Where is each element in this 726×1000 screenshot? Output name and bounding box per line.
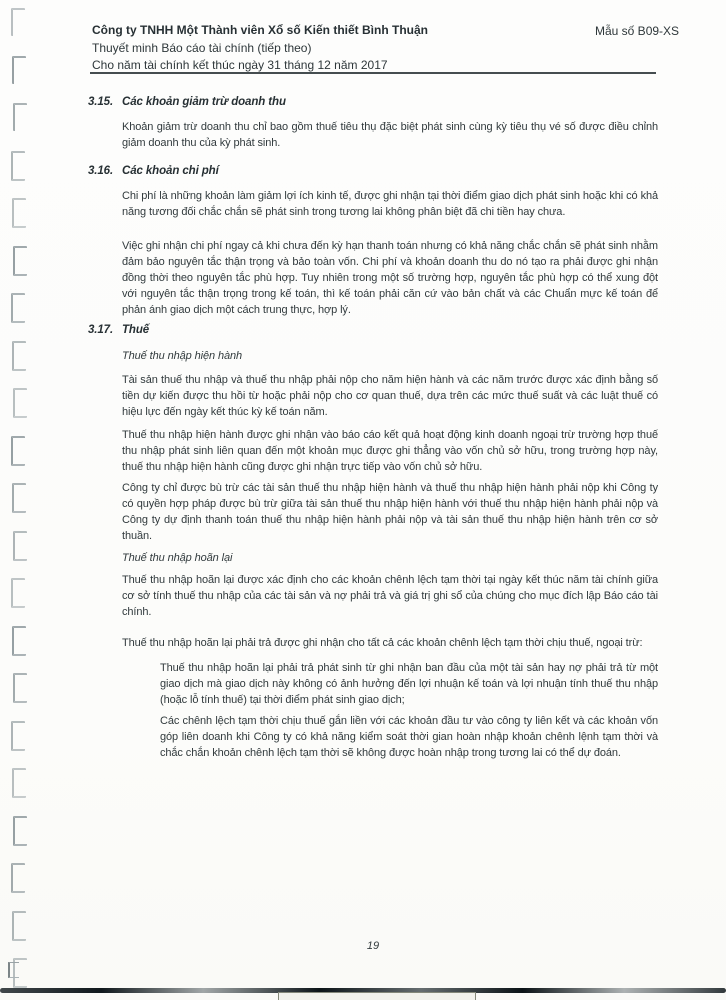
indented-paragraph: Các chênh lệch tạm thời chịu thuế gắn liền với các khoản đầu tư vào công ty liên kết và các khoản vốn góp liên doanh khi Công ty có khả năng kiểm soát thời gian hoàn nhập khoản chênh lệnh tạm thời và chắc chắn khoản chênh lệch tạm thời sẽ không được hoàn nhập trong tương lai có thể dự đoán.	[160, 715, 658, 759]
form-number: Mẫu số B09-XS	[595, 24, 680, 38]
section-title: Các khoản giảm trừ doanh thu	[122, 96, 286, 108]
binding-clip-mark	[13, 103, 27, 131]
subsection-heading: Thuế thu nhập hoãn lại	[122, 552, 233, 564]
binding-clip-mark	[13, 816, 27, 846]
binding-clip-mark	[11, 863, 25, 893]
binding-clip-mark	[11, 151, 25, 181]
document-header	[92, 22, 592, 75]
section-number: 3.15.	[88, 96, 114, 108]
binding-clip-mark	[11, 8, 25, 36]
section-heading-3-16	[88, 163, 658, 179]
binding-clip-mark	[12, 341, 26, 371]
indented-paragraph: Thuế thu nhập hoãn lại phải trả phát sinh từ ghi nhận ban đầu của một tài sản hay nợ phải trả từ một giao dịch mà giao dịch này không có ảnh hưởng đến lợi nhuận kế toán và lợi nhuận tính thuế thu nhập (hoặc lỗ tính thuế) tại thời điểm phát sinh giao dịch;	[160, 662, 658, 706]
binding-clip-mark	[12, 56, 26, 84]
next-page-edge	[278, 992, 476, 1000]
paragraph: Công ty chỉ được bù trừ các tài sản thuế thu nhập hiện hành và thuế thu nhập hiện hành phải nộp khi Công ty có quyền hợp pháp được bù trừ giữa tài sản thuế thu nhập hiện hành với thuế thu nhập hiện hành phải nộp và Công ty dự định thanh toán thuế thu nhập hiện hành phải nộp và tài sản thuế thu nhập hiện hành trên cơ sở thuần.	[122, 482, 658, 542]
section-heading-3-15	[88, 94, 658, 110]
binding-clip-mark	[11, 721, 25, 751]
company-name: Công ty TNHH Một Thành viên Xổ số Kiến thiết Bình Thuận	[92, 23, 428, 37]
page-number: 19	[366, 940, 380, 952]
header-rule	[90, 72, 656, 74]
binding-clip-mark	[13, 531, 27, 561]
binding-clip-mark	[11, 578, 25, 608]
binding-clip-mark	[12, 911, 26, 941]
binding-clip-mark	[12, 768, 26, 798]
paragraph: Thuế thu nhập hoãn lại phải trả được ghi nhận cho tất cả các khoản chênh lệch tạm thời chịu thuế, ngoại trừ:	[122, 637, 643, 649]
section-title: Thuế	[122, 324, 150, 336]
binding-clip-mark	[12, 198, 26, 228]
paragraph: Tài sản thuế thu nhập và thuế thu nhập phải nộp cho năm hiện hành và các năm trước được xác định bằng số tiền dự kiến được thu hồi từ hoặc phải nộp cho cơ quan thuế, dựa trên các mức thuế suất và các luật thuế có hiệu lực đến ngày kết thúc kỳ kế toán năm.	[122, 374, 658, 418]
paragraph: Chi phí là những khoản làm giảm lợi ích kinh tế, được ghi nhận tại thời điểm giao dịch phát sinh hoặc khi có khả năng tương đối chắc chắn sẽ phát sinh trong tương lai không phân biệt đã chi tiền hay chưa.	[122, 190, 658, 218]
paragraph: Thuế thu nhập hoãn lại được xác định cho các khoản chênh lệch tạm thời tại ngày kết thúc năm tài chính giữa cơ sở tính thuế thu nhập của các tài sản và nợ phải trả và giá trị ghi sổ của chúng cho mục đích lập Báo cáo tài chính.	[122, 574, 658, 618]
subsection-heading: Thuế thu nhập hiện hành	[122, 350, 243, 362]
document-body	[88, 94, 658, 761]
binding-clip-mark	[13, 246, 27, 276]
scan-artifact-mark	[8, 962, 19, 978]
section-number: 3.16.	[88, 165, 114, 177]
binding-clip-mark	[13, 388, 27, 418]
binding-clip-mark	[11, 293, 25, 323]
section-number: 3.17.	[88, 324, 114, 336]
report-subtitle: Thuyết minh Báo cáo tài chính (tiếp theo)	[92, 40, 312, 55]
paragraph: Việc ghi nhận chi phí ngay cả khi chưa đến kỳ hạn thanh toán nhưng có khả năng chắc chắn sẽ phát sinh nhằm đảm bảo nguyên tắc thận trọng và bảo toàn vốn. Chi phí và khoản doanh thu do nó tạo ra phải được ghi nhận đồng thời theo nguyên tắc phù hợp. Tuy nhiên trong một số trường hợp, nguyên tắc phù hợp có thể xung đột với nguyên tắc thận trọng trong kế toán, thì kế toán phải căn cứ vào bản chất và các Chuẩn mực kế toán để phản ánh giao dịch một cách trung thực, hợp lý.	[122, 240, 658, 316]
paragraph: Thuế thu nhập hiện hành được ghi nhận vào báo cáo kết quả hoạt động kinh doanh ngoại trừ trường hợp thuế thu nhập phát sinh liên quan đến một khoản mục được ghi thẳng vào vốn chủ sở hữu, trong trường hợp này, thuế thu nhập hiện hành cũng được ghi nhận trực tiếp vào vốn chủ sở hữu.	[122, 429, 658, 473]
section-heading-3-17	[88, 322, 658, 338]
section-title: Các khoản chi phí	[122, 165, 219, 177]
binding-clip-mark	[12, 483, 26, 513]
binding-clip-mark	[12, 626, 26, 656]
binding-clip-mark	[13, 673, 27, 703]
fiscal-period: Cho năm tài chính kết thúc ngày 31 tháng 12 năm 2017	[92, 58, 388, 72]
paragraph: Khoản giảm trừ doanh thu chỉ bao gồm thuế tiêu thụ đặc biệt phát sinh cùng kỳ tiêu thụ vé số được điều chỉnh giảm doanh thu của kỳ phát sinh.	[122, 121, 658, 149]
binding-clip-mark	[11, 436, 25, 466]
